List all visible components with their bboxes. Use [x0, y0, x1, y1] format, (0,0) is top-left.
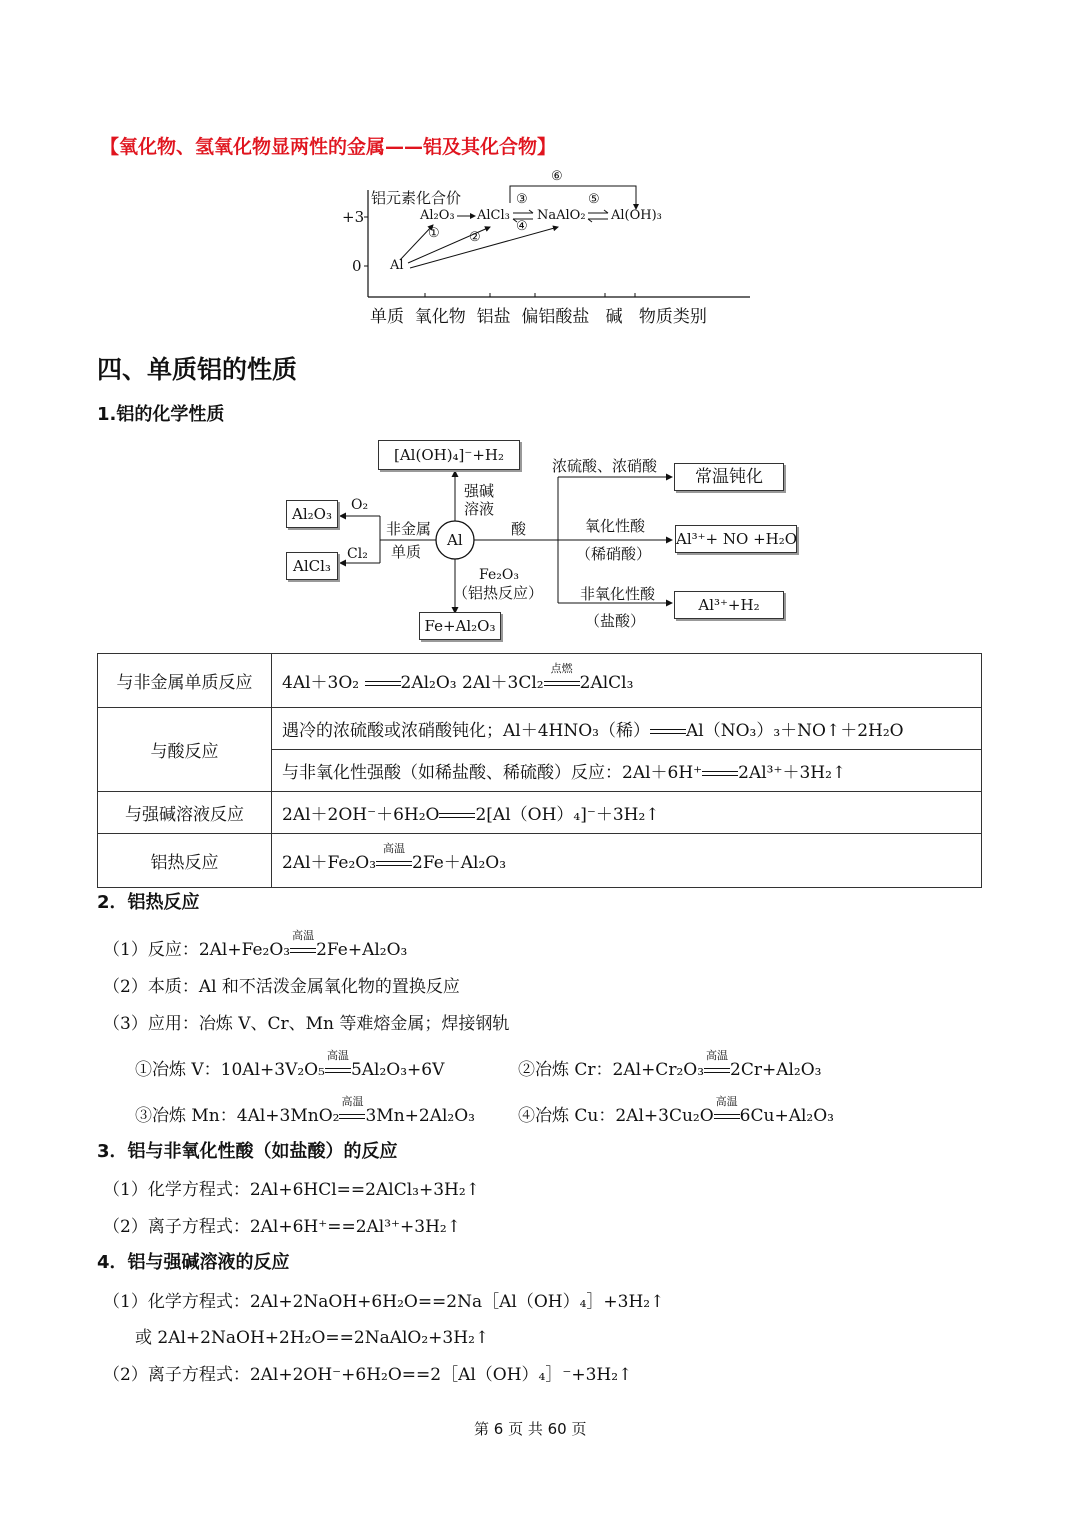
section-4-title: 4．铝与强碱溶液的反应 — [97, 1252, 290, 1273]
node-alcl3: AlCl₃ — [477, 208, 510, 223]
smelt-mn — [135, 1095, 475, 1126]
eq-part: 3Mn+2Al₂O₃ — [365, 1106, 475, 1126]
label-o2: O₂ — [351, 497, 369, 513]
box-hcl-products: Al³⁺+H₂ — [674, 591, 784, 619]
box-passivation: 常温钝化 — [674, 463, 784, 491]
arrow-6 — [510, 186, 636, 209]
marker-4: ④ — [516, 219, 528, 234]
label-concentrated-acids: 浓硫酸、浓硝酸 — [552, 457, 658, 475]
row-content — [272, 834, 982, 888]
eq-part: 2Al³⁺＋3H₂↑ — [738, 763, 847, 783]
label-fe2o3: Fe₂O₃ — [479, 567, 519, 583]
table-row — [98, 708, 982, 750]
sec4-line-3: （2）离子方程式：2Al+2OH⁻+6H₂O==2［Al（OH）₄］⁻+3H₂↑ — [103, 1365, 633, 1385]
eq-part: 5Al₂O₃+6V — [350, 1060, 445, 1080]
section-title: 【氧化物、氢氧化物显两性的金属——铝及其化合物】 — [100, 136, 557, 158]
label-dilute-nitric: （稀硝酸） — [576, 545, 652, 563]
label-nonmetal-2: 单质 — [391, 543, 422, 561]
table-row — [98, 834, 982, 888]
map-center: Al — [447, 531, 463, 549]
reactions-table — [97, 653, 982, 888]
valence-chart — [330, 165, 770, 300]
section-2-title: 2．铝热反应 — [97, 892, 200, 913]
box-aluminate: [Al(OH)₄]⁻+H₂ — [378, 440, 520, 470]
sec3-line-2: （2）离子方程式：2Al+6H⁺==2Al³⁺+3H₂↑ — [103, 1217, 461, 1237]
box-fe-al2o3: Fe+Al₂O₃ — [419, 612, 501, 640]
row-content — [272, 654, 982, 708]
eq-part: 2Al＋2OH⁻＋6H₂O — [282, 805, 440, 825]
marker-5: ⑤ — [588, 192, 600, 207]
row-label: 与非金属单质反应 — [98, 654, 272, 708]
eq-part: ③冶炼 Mn：4Al+3MnO₂ — [135, 1106, 340, 1126]
label-acid: 酸 — [511, 520, 527, 538]
smelt-v — [135, 1049, 445, 1080]
eq-part: 遇冷的浓硫酸或浓硝酸钝化；Al＋4HNO₃（稀） — [282, 721, 650, 741]
box-al2o3: Al₂O₃ — [286, 500, 338, 528]
row-content — [272, 792, 982, 834]
condition-text: 高温 — [383, 842, 406, 855]
marker-3: ③ — [516, 192, 528, 207]
node-al2o3: Al₂O₃ — [420, 208, 455, 223]
x-axis-label: 单质 氧化物 铝盐 偏铝酸盐 碱 物质类别 — [370, 307, 707, 327]
smelt-cr — [518, 1049, 822, 1080]
condition-equals — [376, 842, 412, 873]
label-thermite: （铝热反应） — [453, 584, 544, 602]
condition-text: 高温 — [341, 1095, 364, 1108]
label-oxidizing-acid: 氧化性酸 — [585, 517, 646, 535]
condition-text: 点燃 — [550, 662, 573, 675]
label-nonoxidizing-acid: 非氧化性酸 — [580, 585, 656, 603]
label-hydrochloric: （盐酸） — [585, 612, 646, 630]
sec4-line-1: （1）化学方程式：2Al+2NaOH+6H₂O==2Na［Al（OH）₄］+3H₂↑ — [103, 1292, 665, 1312]
eq-part: Al（NO₃）₃＋NO↑＋2H₂O — [685, 721, 904, 741]
sec2-line-3: （3）应用：冶炼 V、Cr、Mn 等难熔金属；焊接钢轨 — [103, 1014, 510, 1034]
sec2-line-1 — [103, 929, 408, 960]
eq-part: ②冶炼 Cr：2Al+Cr₂O₃ — [518, 1060, 705, 1080]
y-axis-label: 铝元素化合价 — [371, 189, 462, 207]
box-nitric-products: Al³⁺+ NO +H₂O — [675, 525, 797, 553]
eq-part: 2Fe+Al₂O₃ — [316, 940, 408, 960]
condition-equals — [714, 1095, 740, 1126]
tick-plus3: +3 — [342, 208, 365, 226]
condition-equals — [704, 1049, 730, 1080]
condition-text: 高温 — [292, 929, 315, 942]
tick-zero: 0 — [352, 257, 362, 275]
eq-part: ④冶炼 Cu：2Al+3Cu₂O — [518, 1106, 714, 1126]
condition-equals — [290, 929, 316, 960]
table-row — [98, 654, 982, 708]
sec2-line-2: （2）本质：Al 和不活泼金属氧化物的置换反应 — [103, 977, 460, 997]
node-naalo2: NaAlO₂ — [537, 208, 586, 223]
eq-part: 2Al₂O₃ 2Al＋3Cl₂ — [400, 673, 544, 693]
subheading-1: 1.铝的化学性质 — [97, 404, 225, 425]
eq-part: 2[Al（OH）₄]⁻＋3H₂↑ — [475, 805, 660, 825]
eq-part: 2Fe＋Al₂O₃ — [412, 853, 507, 873]
row-label: 铝热反应 — [98, 834, 272, 888]
eq-part: ①冶炼 V：10Al+3V₂O₅ — [135, 1060, 325, 1080]
section-3-title: 3．铝与非氧化性酸（如盐酸）的反应 — [97, 1141, 398, 1162]
eq-part: 6Cu+Al₂O₃ — [739, 1106, 834, 1126]
box-alcl3: AlCl₃ — [286, 552, 338, 580]
eq-part: 与非氧化性强酸（如稀盐酸、稀硫酸）反应：2Al＋6H⁺ — [282, 763, 703, 783]
table-row — [98, 792, 982, 834]
condition-text: 高温 — [715, 1095, 738, 1108]
page-footer: 第 6 页 共 60 页 — [474, 1420, 587, 1438]
label-strong-base-1: 强碱 — [464, 482, 495, 500]
eq-part: 2Cr+Al₂O₃ — [730, 1060, 822, 1080]
eq-part: 2AlCl₃ — [579, 673, 634, 693]
node-aloh3: Al(OH)₃ — [611, 208, 662, 223]
condition-equals — [544, 662, 580, 693]
row-label: 与强碱溶液反应 — [98, 792, 272, 834]
label-strong-base-2: 溶液 — [464, 500, 495, 518]
label-cl2: Cl₂ — [347, 546, 368, 562]
sec4-line-2: 或 2Al+2NaOH+2H₂O==2NaAlO₂+3H₂↑ — [135, 1328, 490, 1348]
equals-sign — [365, 681, 401, 686]
condition-text: 高温 — [706, 1049, 729, 1062]
sec3-line-1: （1）化学方程式：2Al+6HCl==2AlCl₃+3H₂↑ — [103, 1180, 480, 1200]
marker-6: ⑥ — [551, 169, 563, 184]
equals-sign — [439, 813, 475, 818]
row-content — [272, 750, 982, 792]
eq-part: 2Al＋Fe₂O₃ — [282, 853, 377, 873]
eq-part: （1）反应：2Al+Fe₂O₃ — [103, 940, 291, 960]
equals-sign — [650, 729, 686, 734]
marker-1: ① — [428, 226, 440, 241]
condition-equals — [339, 1095, 365, 1126]
equals-sign — [702, 771, 738, 776]
eq-part: 4Al＋3O₂ — [282, 673, 360, 693]
smelt-cu — [518, 1095, 834, 1126]
heading-4: 四、单质铝的性质 — [97, 355, 298, 384]
condition-equals — [325, 1049, 351, 1080]
label-nonmetal-1: 非金属 — [386, 520, 432, 538]
marker-2: ② — [469, 230, 481, 245]
condition-text: 高温 — [326, 1049, 349, 1062]
row-label: 与酸反应 — [98, 708, 272, 792]
row-content — [272, 708, 982, 750]
node-al: Al — [390, 258, 404, 273]
